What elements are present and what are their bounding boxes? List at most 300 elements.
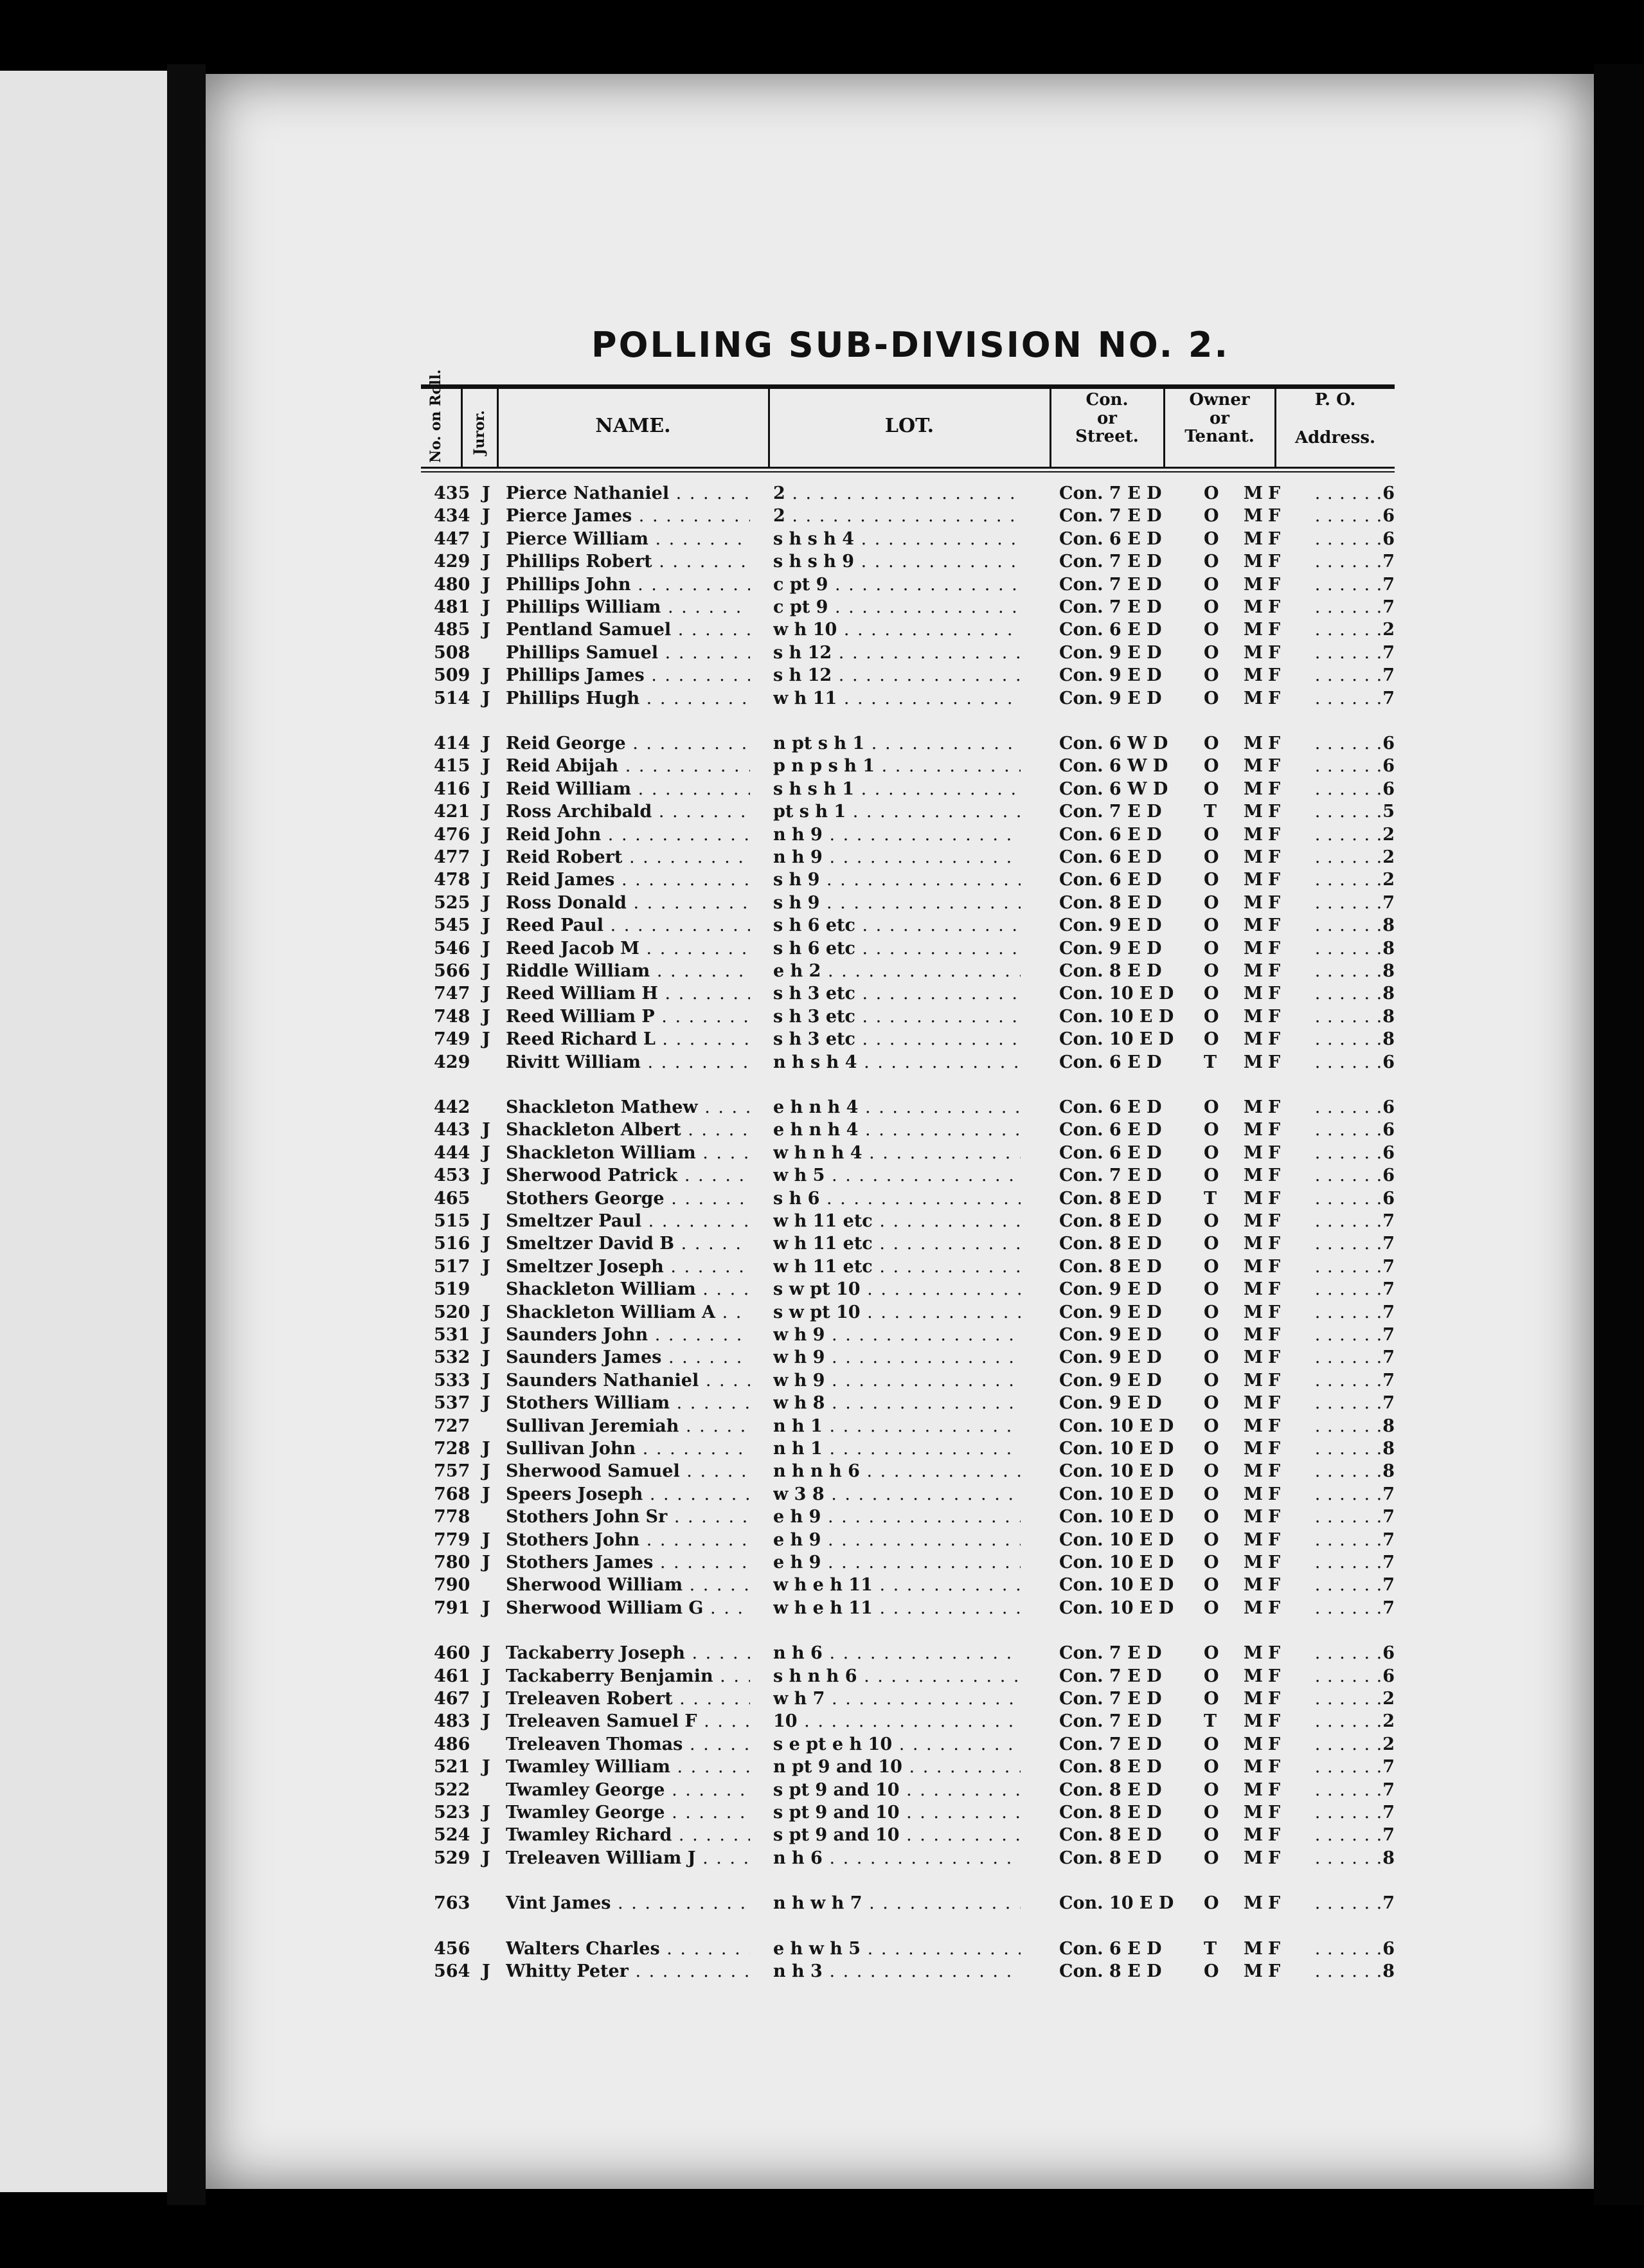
cell-con: Con. 7 E D [1059, 1689, 1162, 1709]
cell-own: O [1204, 574, 1219, 595]
cell-po: . . . 6 [1311, 1665, 1395, 1688]
cell-name: Twamley George . . . [506, 1801, 750, 1824]
cell-po: . . . 7 [1311, 1483, 1395, 1506]
cell-own: T [1204, 802, 1217, 822]
cell-lot: n h 3 . . . [773, 1960, 1021, 1983]
cell-lot: s pt 9 and 10 . . . [773, 1801, 1021, 1824]
cell-con: Con. 10 E D [1059, 1507, 1174, 1527]
cell-con: Con. 10 E D [1059, 984, 1174, 1004]
cell-m: M [1244, 483, 1263, 503]
cell-con: Con. 9 E D [1059, 1347, 1162, 1368]
cell-j: J [482, 1393, 490, 1414]
cell-own: O [1204, 1393, 1219, 1414]
cell-lot: s h s h 1 . . . [773, 778, 1021, 801]
cell-lot: s pt 9 and 10 . . . [773, 1779, 1021, 1802]
cell-con: Con. 8 E D [1059, 1256, 1162, 1277]
table-top-rule [421, 384, 1395, 389]
cell-lot: 2 . . . [773, 482, 1021, 505]
cell-name: Saunders James . . . [506, 1346, 750, 1369]
table-row [421, 869, 1395, 892]
header-owner-tenant [1165, 391, 1274, 446]
cell-own: O [1204, 1961, 1219, 1981]
table-row [421, 1096, 1395, 1119]
cell-m: M [1244, 1893, 1263, 1914]
cell-own: O [1204, 1120, 1219, 1140]
cell-lot: w h 5 . . . [773, 1164, 1021, 1187]
cell-name: Reid John . . . [506, 824, 750, 847]
cell-f: F [1268, 802, 1281, 822]
cell-name: Pierce James . . . [506, 505, 750, 528]
cell-m: M [1244, 734, 1263, 753]
cell-po: . . . 8 [1311, 1028, 1395, 1051]
table-row [421, 1392, 1395, 1415]
cell-f: F [1268, 1166, 1281, 1186]
cell-no: 546 [434, 938, 470, 959]
cell-no: 749 [434, 1029, 470, 1050]
cell-own: O [1204, 1666, 1219, 1686]
cell-name: Reed Paul . . . [506, 914, 750, 937]
table-row [421, 1415, 1395, 1438]
cell-f: F [1268, 1097, 1281, 1117]
cell-m: M [1244, 597, 1263, 617]
table-row [421, 1551, 1395, 1574]
cell-po: . . . 7 [1311, 596, 1395, 619]
cell-no: 564 [434, 1961, 470, 1981]
cell-own: O [1204, 506, 1219, 526]
cell-no: 435 [434, 483, 470, 503]
cell-lot: s h 6 etc . . . [773, 914, 1021, 937]
cell-m: M [1244, 574, 1263, 595]
cell-own: O [1204, 1439, 1219, 1459]
cell-po: . . . 6 [1311, 482, 1395, 505]
cell-own: O [1204, 1256, 1219, 1277]
cell-own: O [1204, 665, 1219, 686]
cell-f: F [1268, 734, 1281, 753]
cell-f: F [1268, 1211, 1281, 1231]
cell-own: O [1204, 1234, 1219, 1254]
cell-no: 727 [434, 1416, 470, 1436]
table-row [421, 1597, 1395, 1620]
cell-con: Con. 7 E D [1059, 1166, 1162, 1186]
cell-con: Con. 9 E D [1059, 1370, 1162, 1390]
table-row [421, 642, 1395, 665]
cell-own: T [1204, 1052, 1217, 1072]
cell-lot: w h 10 . . . [773, 618, 1021, 642]
cell-own: O [1204, 1757, 1219, 1778]
cell-f: F [1268, 1666, 1281, 1686]
cell-lot: e h 9 . . . [773, 1506, 1021, 1529]
cell-m: M [1244, 1347, 1263, 1368]
cell-po: . . . 7 [1311, 1801, 1395, 1824]
table-row [421, 800, 1395, 824]
cell-con: Con. 7 E D [1059, 1643, 1162, 1664]
cell-con: Con. 9 E D [1059, 1279, 1162, 1300]
table-row [421, 1210, 1395, 1233]
cell-con: Con. 6 E D [1059, 824, 1162, 845]
cell-po: . . . 6 [1311, 528, 1395, 551]
cell-po: . . . 6 [1311, 755, 1395, 778]
cell-lot: n h 1 . . . [773, 1415, 1021, 1438]
cell-po: . . . 7 [1311, 642, 1395, 665]
header-con-street [1051, 391, 1163, 446]
cell-no: 429 [434, 1052, 470, 1072]
cell-po: . . . 7 [1311, 1232, 1395, 1256]
cell-own: O [1204, 1779, 1219, 1800]
cell-j: J [482, 984, 490, 1004]
cell-no: 478 [434, 870, 470, 890]
cell-no: 566 [434, 961, 470, 981]
cell-f: F [1268, 1507, 1281, 1527]
table-row [421, 1232, 1395, 1256]
cell-m: M [1244, 1779, 1263, 1800]
cell-m: M [1244, 1461, 1263, 1482]
cell-con: Con. 8 E D [1059, 1211, 1162, 1231]
cell-con: Con. 8 E D [1059, 1234, 1162, 1254]
cell-own: O [1204, 1689, 1219, 1709]
cell-own: O [1204, 870, 1219, 890]
cell-no: 780 [434, 1553, 470, 1572]
table-row [421, 982, 1395, 1005]
cell-po: . . . 7 [1311, 1551, 1395, 1574]
table-row [421, 618, 1395, 642]
page-spine [167, 64, 206, 2205]
table-row [421, 687, 1395, 710]
table-row [421, 1256, 1395, 1279]
cell-j: J [482, 1666, 490, 1686]
cell-f: F [1268, 915, 1281, 936]
cell-own: O [1204, 938, 1219, 959]
cell-no: 434 [434, 506, 470, 526]
cell-po: . . . 7 [1311, 687, 1395, 710]
cell-no: 522 [434, 1779, 470, 1800]
header-juror: Juror. [471, 410, 488, 455]
cell-lot: w h 11 etc . . . [773, 1256, 1021, 1279]
cell-f: F [1268, 1052, 1281, 1072]
cell-lot: n h 1 . . . [773, 1437, 1021, 1461]
cell-name: Reed Richard L . . . [506, 1028, 750, 1051]
cell-name: Pentland Samuel . . . [506, 618, 750, 642]
cell-po: . . . 8 [1311, 1960, 1395, 1983]
table-row [421, 505, 1395, 528]
table-row [421, 1847, 1395, 1870]
cell-name: Reid Robert . . . [506, 846, 750, 869]
cell-no: 442 [434, 1097, 470, 1117]
table-row [421, 1119, 1395, 1142]
cell-con: Con. 7 E D [1059, 552, 1162, 572]
cell-own: O [1204, 1529, 1219, 1550]
cell-po: . . . 7 [1311, 1529, 1395, 1552]
cell-m: M [1244, 1142, 1263, 1163]
cell-f: F [1268, 1643, 1281, 1664]
cell-name: Ross Archibald . . . [506, 800, 750, 824]
cell-po: . . . 6 [1311, 1119, 1395, 1142]
table-row [421, 1301, 1395, 1324]
cell-con: Con. 10 E D [1059, 1529, 1174, 1550]
cell-lot: n h s h 4 . . . [773, 1051, 1021, 1074]
cell-f: F [1268, 1461, 1281, 1482]
cell-con: Con. 7 E D [1059, 597, 1162, 617]
cell-no: 791 [434, 1598, 470, 1618]
cell-f: F [1268, 779, 1281, 799]
cell-name: Twamley William . . . [506, 1756, 750, 1779]
table-row [421, 914, 1395, 937]
cell-m: M [1244, 1120, 1263, 1140]
cell-f: F [1268, 847, 1281, 867]
cell-f: F [1268, 688, 1281, 708]
cell-con: Con. 8 E D [1059, 1188, 1162, 1209]
cell-own: O [1204, 1097, 1219, 1117]
cell-name: Walters Charles . . . [506, 1938, 750, 1961]
table-row [421, 1324, 1395, 1347]
cell-con: Con. 6 W D [1059, 756, 1168, 777]
cell-lot: e h 9 . . . [773, 1529, 1021, 1552]
cell-no: 453 [434, 1166, 470, 1186]
cell-f: F [1268, 1893, 1281, 1914]
cell-m: M [1244, 1006, 1263, 1027]
cell-name: Reid James . . . [506, 869, 750, 892]
cell-m: M [1244, 802, 1263, 822]
cell-no: 467 [434, 1689, 470, 1709]
cell-m: M [1244, 1825, 1263, 1846]
cell-lot: s h 3 etc . . . [773, 1028, 1021, 1051]
cell-name: Phillips James . . . [506, 664, 750, 687]
cell-own: O [1204, 1142, 1219, 1163]
cell-f: F [1268, 597, 1281, 617]
table-row [421, 1187, 1395, 1210]
cell-lot: w h n h 4 . . . [773, 1142, 1021, 1165]
cell-j: J [482, 1598, 490, 1618]
cell-lot: e h w h 5 . . . [773, 1938, 1021, 1961]
cell-no: 763 [434, 1893, 470, 1914]
cell-f: F [1268, 1825, 1281, 1846]
cell-name: Twamley George . . . [506, 1779, 750, 1802]
cell-name: Stothers William . . . [506, 1392, 750, 1415]
cell-con: Con. 6 E D [1059, 870, 1162, 890]
cell-own: O [1204, 1734, 1219, 1754]
table-row [421, 1779, 1395, 1802]
column-divider [461, 388, 463, 468]
cell-name: Phillips John . . . [506, 573, 750, 597]
cell-j: J [482, 620, 490, 640]
facing-page [0, 71, 167, 2192]
cell-f: F [1268, 1734, 1281, 1754]
cell-po: . . . 8 [1311, 960, 1395, 983]
table-row [421, 1824, 1395, 1847]
cell-no: 444 [434, 1142, 470, 1163]
cell-j: J [482, 1439, 490, 1459]
cell-name: Vint James . . . [506, 1892, 750, 1915]
cell-m: M [1244, 1029, 1263, 1050]
cell-m: M [1244, 1938, 1263, 1959]
cell-po: . . . 6 [1311, 1187, 1395, 1210]
cell-m: M [1244, 1848, 1263, 1868]
cell-own: O [1204, 483, 1219, 503]
cell-f: F [1268, 1370, 1281, 1390]
table-row [421, 1005, 1395, 1029]
cell-f: F [1268, 552, 1281, 572]
cell-con: Con. 7 E D [1059, 802, 1162, 822]
cell-con: Con. 7 E D [1059, 506, 1162, 526]
cell-own: O [1204, 1893, 1219, 1914]
cell-po: . . . 7 [1311, 1597, 1395, 1620]
cell-name: Reid Abijah . . . [506, 755, 750, 778]
cell-lot: w h 11 . . . [773, 687, 1021, 710]
cell-no: 524 [434, 1825, 470, 1846]
cell-con: Con. 8 E D [1059, 961, 1162, 981]
cell-j: J [482, 870, 490, 890]
cell-f: F [1268, 1234, 1281, 1254]
cell-lot: s pt 9 and 10 . . . [773, 1824, 1021, 1847]
cell-con: Con. 8 E D [1059, 1848, 1162, 1868]
table-row [421, 1051, 1395, 1074]
cell-con: Con. 9 E D [1059, 1325, 1162, 1345]
cell-con: Con. 9 E D [1059, 665, 1162, 686]
cell-po: . . . 8 [1311, 1847, 1395, 1870]
cell-no: 429 [434, 552, 470, 572]
cell-name: Shackleton Mathew . . . [506, 1096, 750, 1119]
cell-con: Con. 9 E D [1059, 938, 1162, 959]
cell-j: J [482, 1461, 490, 1482]
cell-con: Con. 7 E D [1059, 483, 1162, 503]
cell-po: . . . 7 [1311, 1301, 1395, 1324]
cell-own: O [1204, 620, 1219, 640]
cell-own: O [1204, 1302, 1219, 1322]
cell-con: Con. 6 W D [1059, 779, 1168, 799]
cell-po: . . . 7 [1311, 1574, 1395, 1597]
cell-j: J [482, 1484, 490, 1504]
cell-lot: n h 9 . . . [773, 824, 1021, 847]
cell-j: J [482, 1711, 490, 1732]
cell-lot: s h 6 . . . [773, 1187, 1021, 1210]
cell-own: O [1204, 1598, 1219, 1618]
header-con-line-1: Con. [1086, 390, 1129, 410]
cell-m: M [1244, 1484, 1263, 1504]
cell-f: F [1268, 1029, 1281, 1050]
cell-own: O [1204, 1416, 1219, 1436]
cell-name: Sherwood William G . . . [506, 1597, 750, 1620]
cell-lot: w h e h 11 . . . [773, 1597, 1021, 1620]
cell-f: F [1268, 1598, 1281, 1618]
cell-j: J [482, 1142, 490, 1163]
cell-m: M [1244, 506, 1263, 526]
cell-lot: s h s h 9 . . . [773, 550, 1021, 573]
cell-own: O [1204, 1166, 1219, 1186]
cell-f: F [1268, 1848, 1281, 1868]
cell-lot: s h 3 etc . . . [773, 982, 1021, 1005]
cell-m: M [1244, 1689, 1263, 1709]
cell-j: J [482, 1347, 490, 1368]
cell-po: . . . 2 [1311, 1688, 1395, 1711]
cell-j: J [482, 1211, 490, 1231]
cell-con: Con. 8 E D [1059, 1825, 1162, 1846]
cell-name: Shackleton William . . . [506, 1278, 750, 1301]
cell-m: M [1244, 1097, 1263, 1117]
cell-own: O [1204, 1484, 1219, 1504]
table-row [421, 1710, 1395, 1733]
header-bottom-rule-2 [421, 471, 1395, 473]
cell-no: 728 [434, 1439, 470, 1459]
cell-no: 523 [434, 1803, 470, 1823]
table-row [421, 846, 1395, 869]
cell-m: M [1244, 552, 1263, 572]
table-row [421, 1028, 1395, 1051]
cell-no: 521 [434, 1757, 470, 1778]
cell-own: O [1204, 1006, 1219, 1027]
cell-j: J [482, 1961, 490, 1981]
cell-m: M [1244, 1961, 1263, 1981]
cell-no: 461 [434, 1666, 470, 1686]
cell-j: J [482, 892, 490, 913]
cell-f: F [1268, 892, 1281, 913]
cell-j: J [482, 1120, 490, 1140]
cell-no: 757 [434, 1461, 470, 1482]
cell-lot: w h 11 etc . . . [773, 1210, 1021, 1233]
cell-name: Smeltzer Paul . . . [506, 1210, 750, 1233]
cell-lot: w h e h 11 . . . [773, 1574, 1021, 1597]
cell-name: Phillips William . . . [506, 596, 750, 619]
cell-m: M [1244, 1279, 1263, 1300]
cell-f: F [1268, 1575, 1281, 1596]
cell-name: Treleaven Samuel F . . . [506, 1710, 750, 1733]
cell-con: Con. 7 E D [1059, 1711, 1162, 1732]
cell-no: 483 [434, 1711, 470, 1732]
cell-con: Con. 10 E D [1059, 1484, 1174, 1504]
cell-no: 443 [434, 1120, 470, 1140]
cell-lot: 2 . . . [773, 505, 1021, 528]
table-row [421, 824, 1395, 847]
cell-m: M [1244, 1803, 1263, 1823]
cell-own: O [1204, 1029, 1219, 1050]
cell-lot: s h 3 etc . . . [773, 1005, 1021, 1029]
cell-f: F [1268, 1439, 1281, 1459]
cell-con: Con. 7 E D [1059, 1666, 1162, 1686]
cell-no: 779 [434, 1529, 470, 1550]
cell-po: . . . 8 [1311, 937, 1395, 960]
cell-lot: p n p s h 1 . . . [773, 755, 1021, 778]
cell-con: Con. 10 E D [1059, 1029, 1174, 1050]
cell-own: O [1204, 1825, 1219, 1846]
cell-po: . . . 2 [1311, 618, 1395, 642]
cell-po: . . . 7 [1311, 1392, 1395, 1415]
cell-own: O [1204, 984, 1219, 1004]
cell-po: . . . 7 [1311, 1278, 1395, 1301]
cell-j: J [482, 1553, 490, 1572]
cell-f: F [1268, 1484, 1281, 1504]
cell-own: O [1204, 1347, 1219, 1368]
cell-lot: s h 6 etc . . . [773, 937, 1021, 960]
cell-con: Con. 6 E D [1059, 528, 1162, 549]
cell-lot: w h 11 etc . . . [773, 1232, 1021, 1256]
cell-po: . . . 7 [1311, 1756, 1395, 1779]
cell-po: . . . 7 [1311, 1346, 1395, 1369]
cell-name: Stothers George . . . [506, 1187, 750, 1210]
cell-f: F [1268, 574, 1281, 595]
cell-po: . . . 7 [1311, 1256, 1395, 1279]
cell-name: Treleaven Robert . . . [506, 1688, 750, 1711]
cell-name: Treleaven Thomas . . . [506, 1733, 750, 1756]
cell-name: Phillips Hugh . . . [506, 687, 750, 710]
cell-own: O [1204, 1575, 1219, 1596]
cell-name: Shackleton Albert . . . [506, 1119, 750, 1142]
table-row [421, 778, 1395, 801]
cell-m: M [1244, 642, 1263, 663]
cell-con: Con. 10 E D [1059, 1461, 1174, 1482]
cell-own: O [1204, 1279, 1219, 1300]
cell-lot: w h 8 . . . [773, 1392, 1021, 1415]
cell-own: O [1204, 688, 1219, 708]
cell-name: Reed William H . . . [506, 982, 750, 1005]
cell-lot: w 3 8 . . . [773, 1483, 1021, 1506]
